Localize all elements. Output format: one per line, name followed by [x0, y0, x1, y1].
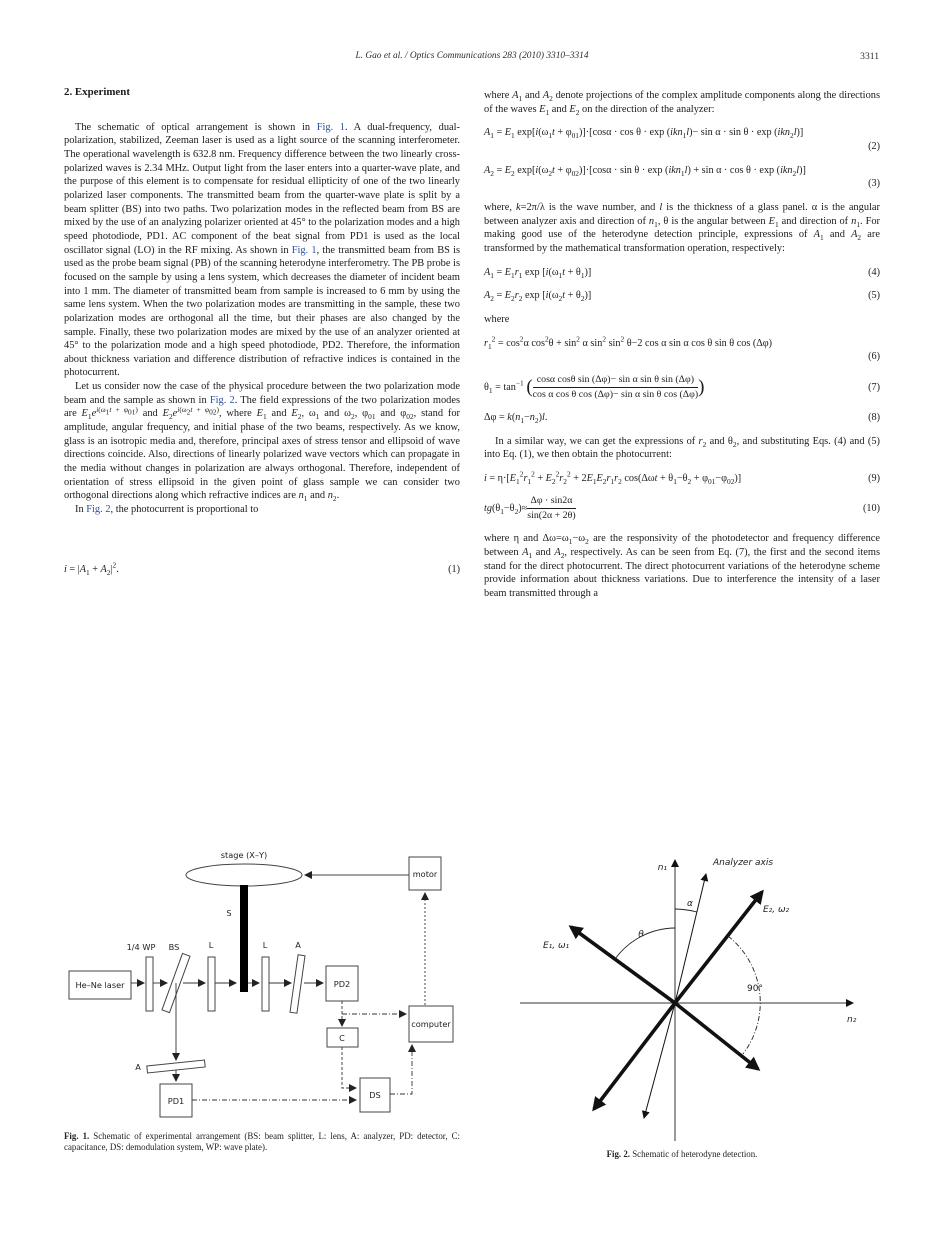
- figure-link[interactable]: Fig. 2: [86, 504, 111, 516]
- equation-7: [484, 374, 880, 401]
- equation-7-body: $\theta_1 = \tan^{-1}$ ( $\frac{\text{cosα cosθ sin (Δφ)− sin α sin θ sin (Δφ)}}{\text{cos α cos θ cos (Δφ)− sin α sin θ cos (Δφ)}}$ ): [484, 373, 705, 400]
- analyzer-1: [290, 955, 305, 1013]
- theta-label: θ: [638, 930, 644, 940]
- equation-6-number: (6): [868, 351, 880, 363]
- c-to-ds-dashed: [342, 1047, 356, 1088]
- equation-2-body: $A_1 = E_1$ $\exp[i(\omega_1t + \varphi_{01})]\cdot[\cos\alpha \cdot \cos \theta \cdot \exp (ikn_1l)- \sin \alpha \cdot \sin \theta \cdot \exp (ikn_2l)]$: [484, 127, 804, 141]
- equation-10: [484, 495, 880, 522]
- e2-label: E₂, ω₂: [763, 905, 790, 915]
- equation-8-number: (8): [868, 411, 880, 423]
- e1-label: E₁, ω₁: [543, 941, 570, 951]
- equation-4-number: (4): [868, 266, 880, 278]
- e1-vector: [571, 927, 675, 1003]
- left-column: [64, 86, 460, 586]
- section-heading: 2. Experiment: [64, 86, 130, 98]
- figure-1-caption: [64, 1131, 460, 1154]
- n1-axis-label: n₁: [657, 863, 667, 873]
- right-column: [484, 89, 880, 601]
- equation-5-body: $A_2 = E_2r_2$ $\exp [i(\omega_2t + \theta_2)]$: [484, 290, 592, 304]
- figure-link[interactable]: Fig. 1: [291, 244, 317, 256]
- angle-arcs: [615, 909, 760, 1054]
- lens1-label: L: [208, 940, 214, 950]
- quarter-wp-label: 1/4 WP: [126, 942, 156, 952]
- equation-3-body: $A_2 = E_2$ $\exp[i(\omega_2t + \varphi_{02})]\cdot[\cos\alpha \cdot \sin \theta \cdot \exp (ikn_1l) + \sin \alpha \cdot \cos \theta \cdot \exp (ikn_2l)]$: [484, 164, 806, 178]
- equation-5: [484, 289, 880, 303]
- equation-10-number: (10): [863, 503, 880, 515]
- ninety-degree-label: 90°: [747, 984, 763, 994]
- equation-6: [484, 334, 880, 364]
- figure-2-caption: [484, 1149, 880, 1160]
- equation-10-body: $tg(\theta_1-\theta_2)\approx$ $\frac{\Delta\varphi \cdot \sin 2\alpha}{\sin(2\alpha + 2\theta)}$: [484, 495, 576, 522]
- ninety-degree-arc: [728, 936, 760, 1054]
- paragraph-where-projections: where $A_1$ and $A_2$ denote projections of the complex amplitude components along the directions of the waves $E_1$ and $E_2$ on the direction of the analyzer:: [484, 90, 880, 117]
- equation-1-body: $i = |A_1 + A_2|^2$.: [64, 560, 119, 577]
- stage-ellipse: [186, 864, 302, 886]
- pd2-label: PD2: [333, 979, 351, 989]
- lens2-label: L: [262, 940, 268, 950]
- alpha-arc: [675, 909, 697, 912]
- analyzer1-label: A: [295, 940, 301, 950]
- motor-label: motor: [412, 869, 438, 879]
- c-label: C: [339, 1033, 345, 1043]
- paragraph-experiment-3: In Fig. 2, the photocurrent is proportional to: [75, 504, 259, 516]
- paragraph-where: where: [484, 313, 510, 325]
- lens-1: [208, 957, 215, 1011]
- paragraph-experiment-1: The schematic of optical arrangement is shown in Fig. 1. A dual-frequency, dual-polarization, stabilized, Zeeman laser is used as a light source of the scanning interferometer. The operational wavelength is 632.8 nm. Frequency difference between the two linearly cross-polarized waves is 2.34 MHz. Output light from the laser enters into a quarter-wave plate, and the purpose of this element is to compensate for residual ellipticity of one of the two linearly polarized laser components. The transmitted beam from the quarter-wave plate is split by a beam splitter (BS) into two paths. Two polarization modes in the reflected beam from BS are mixed by the use of an analyzing polarizer oriented at 45° to the polarization modes and a high speed photodiode, PD1. AC component of the beat signal from PD1 is used as the local oscillator signal (LO) in the RF mixing. As shown in Fig. 1, the transmitted beam from BS is used as the probe beam signal (PB) of the scanning heterodyne interferometry. The PB probe is focused on the sample by using a lens system, which decreases the diameter of incident beam into 1 mm. The diameter of transmitted beam from sample is increased to 6 mm by using the same lens system. When the two polarization modes are transmitting in the sample, these two polarization modes are orthogonal all the time, but their phases are also changed by the sample. Finally, these two polarization modes are mixed by the use of an analyzer oriented at 45° to the polarization mode and a high speed photodiode, PD2. Therefore, the information about thickness variation and difference distribution of refractive indices is contained in the photocurrent.: [64, 121, 461, 379]
- equation-9-number: (9): [868, 472, 880, 484]
- component-boxes: [69, 857, 453, 1117]
- sample-bar: [240, 885, 248, 992]
- stage-label: stage (X–Y): [220, 850, 268, 860]
- signal-connections: [192, 893, 425, 1100]
- equation-4-body: $A_1 = E_1r_1$ $\exp [i(\omega_1t + \theta_1)]$: [484, 266, 592, 280]
- figure-1-caption-text: Schematic of experimental arrangement (BS: beam splitter, L: lens, A: analyzer, PD: detector, C: capacitance, DS: demodulation system, WP: wave plate).: [64, 1131, 460, 1153]
- equation-9: [484, 469, 880, 486]
- equation-1: [64, 560, 460, 577]
- analyzer-axis-label: Analyzer axis: [713, 858, 774, 868]
- figure-link[interactable]: Fig. 1: [316, 121, 345, 133]
- polarization-vectors: [571, 892, 762, 1109]
- equation-4: [484, 266, 880, 280]
- equation-7-number: (7): [868, 381, 880, 393]
- ds-to-computer-dashdot: [390, 1045, 412, 1094]
- lens-2: [262, 957, 269, 1011]
- paragraph-responsivity: where η and $\Delta\omega=\omega_1-\omega_2$ are the responsivity of the photodetector and frequency difference between $A_1$ and $A_2$, respectively. As can be seen from Eq. (7), the first and the second items stand for the direct photocurrent. The direct photocurrent variations of the heterodyne scheme provide information about thickness variations. Due to interference the intensity of a laser beam transmitted through a: [484, 533, 881, 600]
- figure-2-schematic: [495, 843, 885, 1145]
- n2-axis-label: n₂: [847, 1015, 857, 1025]
- equation-6-body: $r_1^2 = \cos^2\alpha$ $\cos^2\theta + \sin^2 \alpha$ $\sin^2 \sin^2 \theta-2$ cos α sin α cos θ sin θ cos (Δφ): [484, 334, 773, 351]
- analyzer2-label: A: [135, 1062, 141, 1072]
- figure-link[interactable]: Fig. 2: [209, 394, 235, 406]
- equation-8-body: $\Delta\varphi = k(n_1-n_2)l$.: [484, 411, 548, 425]
- page-number: 3311: [860, 51, 879, 62]
- e2-opposite-vector: [594, 1003, 675, 1109]
- running-title: L. Gao et al. / Optics Communications 283 (2010) 3310–3314: [355, 51, 589, 61]
- sample-label: S: [226, 908, 232, 918]
- paragraph-wave-number: where, k=2π/λ is the wave number, and l is the thickness of a glass panel. α is the angular between analyzer axis and direction of $n_1$, θ is the angular between $E_1$ and direction of $n_1$. For making good use of the heterodyne detection principle, expressions of $A_1$ and $A_2$ are transformed by the mathematical transformation operation, respectively:: [484, 201, 881, 254]
- equation-2-number: (2): [868, 140, 880, 152]
- equation-2: [484, 126, 880, 153]
- laser-label: He–Ne laser: [75, 980, 125, 990]
- equation-9-body: $i = \eta\cdot[E_1^2r_1^2 + E_2^2r_2^2 + 2E_1E_2r_1r_2$ $\cos(\Delta\omega t + \theta_1-\theta_2 + \varphi_{01}-\varphi_{02})$]: [484, 469, 742, 486]
- equation-3: [484, 164, 880, 191]
- figure-1-schematic: [64, 842, 464, 1131]
- theta-arc: [615, 928, 675, 959]
- alpha-label: α: [687, 899, 693, 909]
- figure-2-caption-text: Schematic of heterodyne detection.: [630, 1149, 758, 1159]
- optical-elements: [146, 953, 305, 1073]
- equation-8: [484, 411, 880, 425]
- bs-label: BS: [168, 942, 180, 952]
- pd1-label: PD1: [167, 1096, 185, 1106]
- ds-label: DS: [369, 1090, 381, 1100]
- figure-2-caption-label: Fig. 2.: [606, 1149, 630, 1159]
- figure-1-caption-label: Fig. 1.: [64, 1131, 90, 1141]
- paragraph-similar-way: In a similar way, we can get the expressions of $r_2$ and $\theta_2$, and substituting Eqs. (4) and (5) into Eq. (1), we then obtain the photocurrent:: [484, 435, 880, 461]
- equation-3-number: (3): [868, 178, 880, 190]
- running-header: [64, 51, 880, 61]
- e1-opposite-vector: [675, 1003, 758, 1069]
- equation-1-number: (1): [448, 563, 460, 575]
- quarter-wave-plate: [146, 957, 153, 1011]
- computer-label: computer: [411, 1019, 451, 1029]
- paragraph-experiment-2: Let us consider now the case of the physical procedure between the two polarization mode beam and the sample as shown in Fig. 2. The field expressions of the two polarization modes are $E_1e^{i(\omega_1t + \varphi_{01})}$ and $E_2e^{i(\omega_2t + \varphi_{02})}$, where $E_1$ and $E_2$, $\omega_1$ and $\omega_2$, $\varphi_{01}$ and $\varphi_{02}$, stand for amplitude, angular frequency, and initial phase of the two beams, respectively. As we know, glass is an isotropic media and, therefore, principal axes of stress tensor and ellipsoid of wave directions coincide. Also, directions of linearly polarized wave vectors which can propagate in the media without changes in polarization are always orthogonal. Therefore, independent of orientation of stress ellipsoid in the given point of glass sample we can consider two orthogonal directions along which refractive indices are $n_1$ and $n_2$.: [64, 381, 461, 504]
- equation-5-number: (5): [868, 290, 880, 302]
